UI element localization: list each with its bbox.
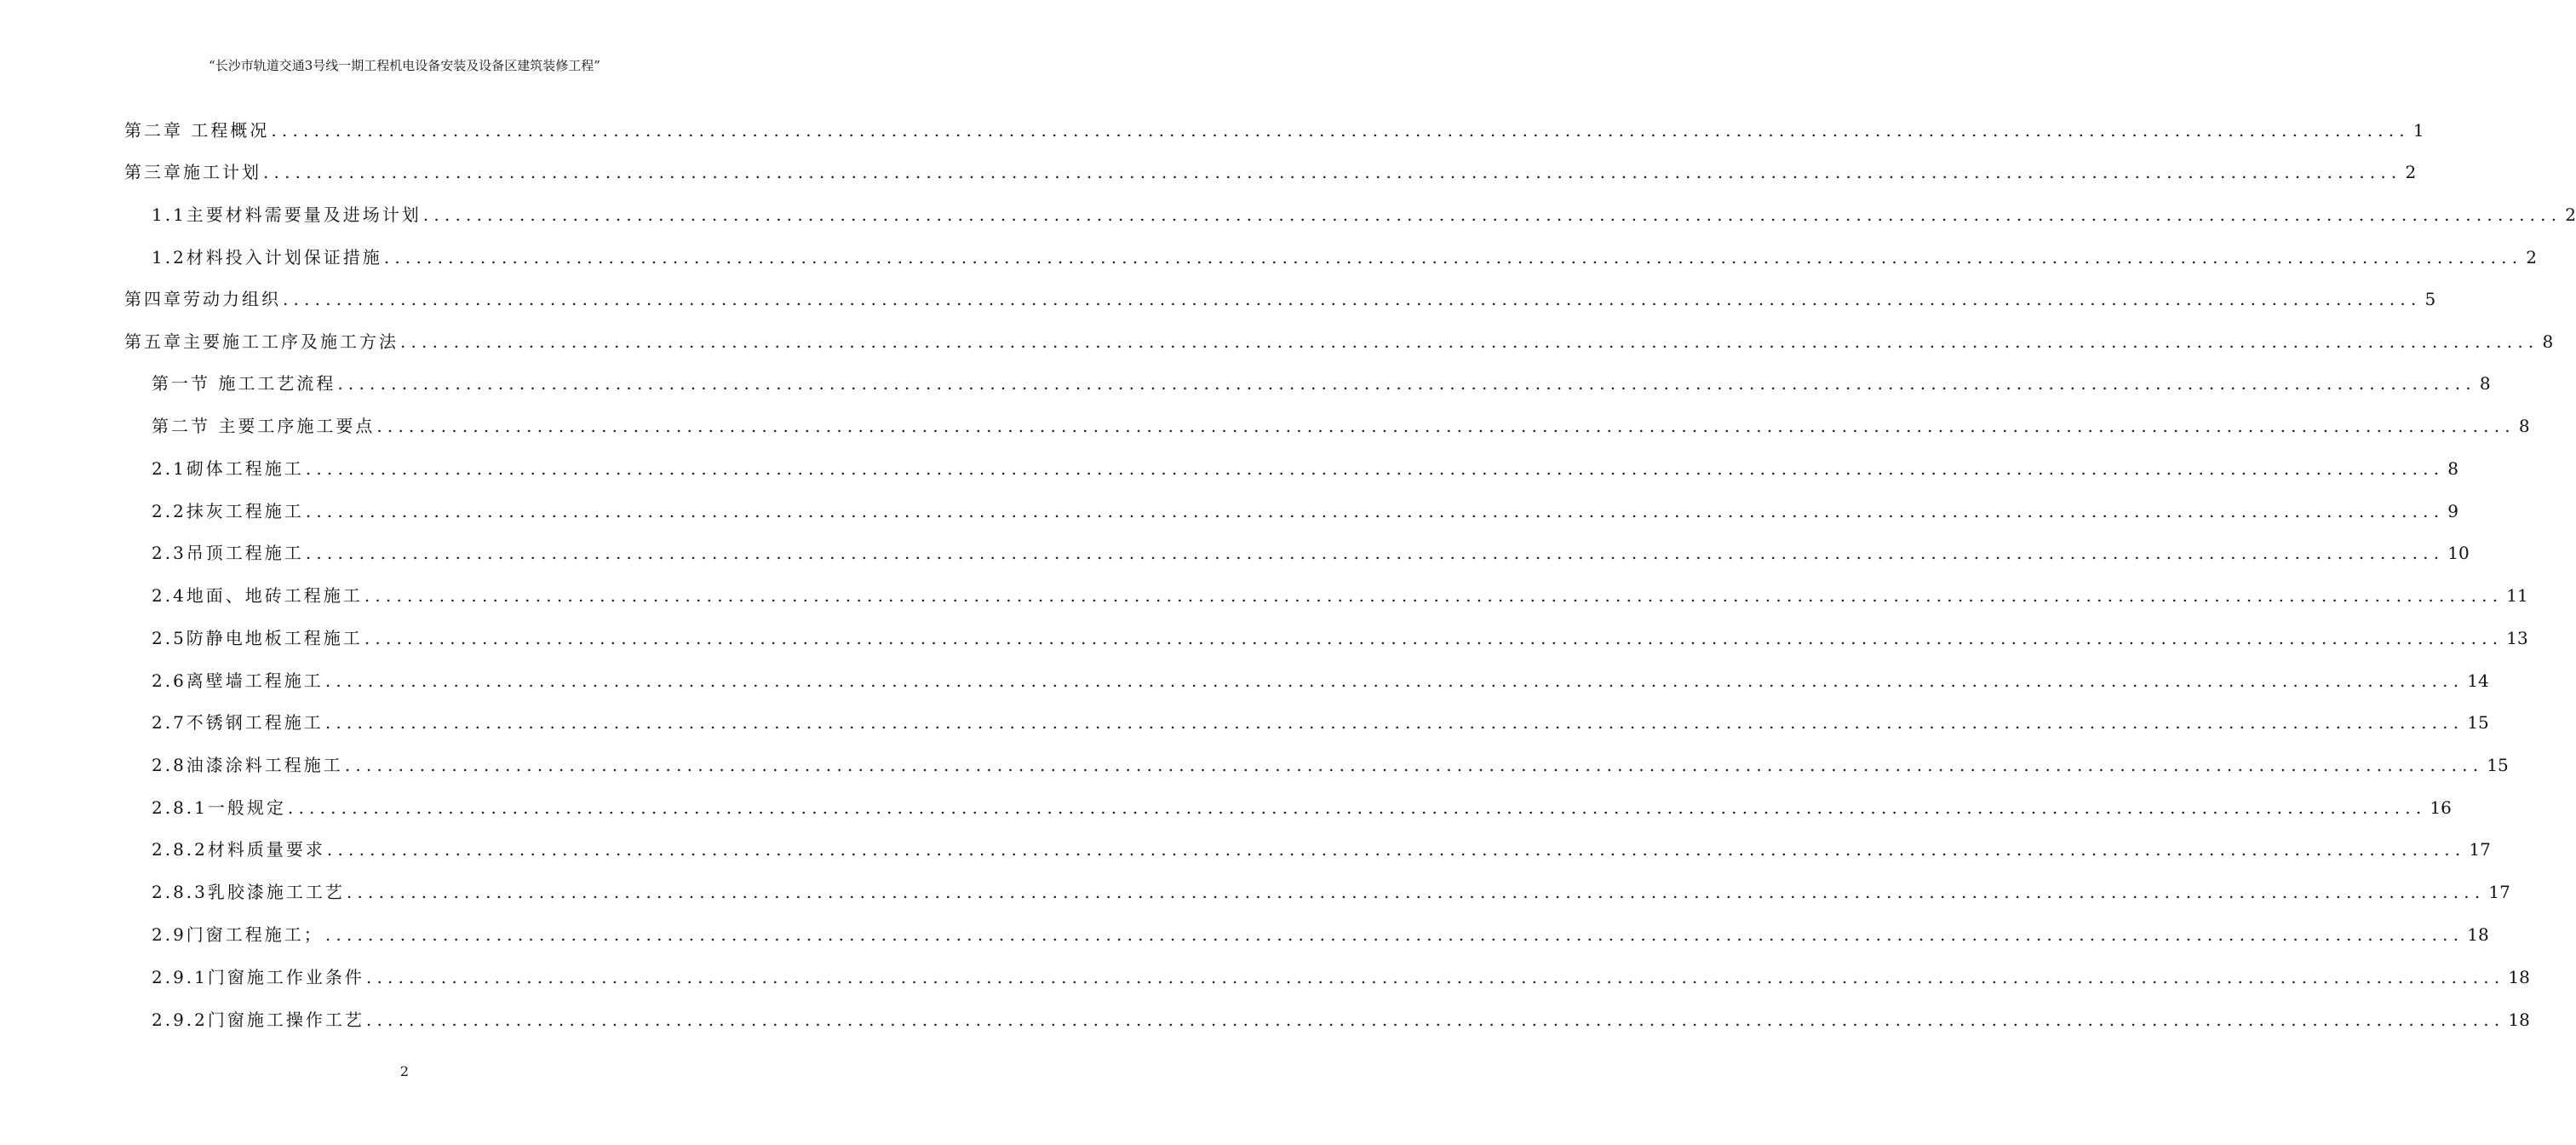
toc-entry[interactable] xyxy=(152,837,2491,862)
toc-entry[interactable] xyxy=(152,625,2528,651)
toc-entry-page: 11 xyxy=(2506,585,2528,606)
toc-dot-leader: ........................................................................................................................................................................................................ xyxy=(287,797,2427,818)
toc-entry[interactable] xyxy=(124,329,2554,354)
toc-dot-leader: ........................................................................................................................................................................................................ xyxy=(364,628,2504,648)
toc-dot-leader: ........................................................................................................................................................................................................ xyxy=(376,416,2516,436)
toc-entry[interactable] xyxy=(152,922,2489,947)
toc-entry[interactable] xyxy=(124,286,2436,312)
toc-entry-page: 8 xyxy=(2479,373,2491,394)
toc-entry[interactable] xyxy=(152,456,2459,481)
toc-dot-leader: ........................................................................................................................................................................................................ xyxy=(344,755,2484,775)
toc-entry-title: 2.8.1一般规定 xyxy=(152,797,286,818)
toc-entry[interactable] xyxy=(152,413,2530,439)
toc-entry[interactable] xyxy=(152,583,2528,608)
toc-entry[interactable] xyxy=(152,245,2538,270)
toc-entry[interactable] xyxy=(152,710,2489,735)
toc-dot-leader: ........................................................................................................................................................................................................ xyxy=(283,289,2422,309)
toc-dot-leader: ........................................................................................................................................................................................................ xyxy=(324,924,2464,945)
toc-entry-page: 8 xyxy=(2518,416,2530,436)
toc-entry-page: 5 xyxy=(2424,289,2436,309)
toc-dot-leader: ........................................................................................................................................................................................................ xyxy=(305,543,2445,563)
toc-dot-leader: ........................................................................................................................................................................................................ xyxy=(337,373,2476,394)
page-header: “长沙市轨道交通3号线一期工程机电设备安装及设备区建筑装修工程” xyxy=(209,58,600,73)
toc-entry-title: 2.4地面、地砖工程施工 xyxy=(152,585,363,606)
toc-entry[interactable] xyxy=(152,879,2510,905)
toc-entry-title: 2.9门窗工程施工； xyxy=(152,924,324,945)
toc-dot-leader: ........................................................................................................................................................................................................ xyxy=(271,120,2410,141)
toc-entry[interactable] xyxy=(152,498,2459,524)
toc-entry[interactable] xyxy=(152,752,2509,778)
toc-entry-page: 8 xyxy=(2542,331,2554,352)
toc-entry-title: 2.8油漆涂料工程施工 xyxy=(152,755,343,775)
toc-entry-page: 2 xyxy=(2405,162,2417,182)
toc-entry[interactable] xyxy=(152,668,2489,693)
toc-entry-title: 第二章 工程概况 xyxy=(124,120,270,141)
toc-entry[interactable] xyxy=(152,202,2576,227)
toc-dot-leader: ........................................................................................................................................................................................................ xyxy=(365,967,2505,987)
toc-entry-title: 2.8.2材料质量要求 xyxy=(152,839,325,860)
toc-dot-leader: ........................................................................................................................................................................................................ xyxy=(365,1010,2505,1030)
toc-entry-title: 2.1砌体工程施工 xyxy=(152,458,304,479)
toc-entry[interactable] xyxy=(152,540,2470,566)
toc-entry-page: 16 xyxy=(2430,797,2452,818)
toc-entry[interactable] xyxy=(152,371,2491,396)
toc-dot-leader: ........................................................................................................................................................................................................ xyxy=(305,501,2445,521)
toc-dot-leader: ........................................................................................................................................................................................................ xyxy=(400,331,2539,352)
toc-entry-page: 18 xyxy=(2508,967,2530,987)
toc-entry-title: 2.3吊顶工程施工 xyxy=(152,543,304,563)
toc-entry-page: 2 xyxy=(2565,204,2576,225)
page-number: 2 xyxy=(399,1063,410,1079)
toc-entry-page: 10 xyxy=(2447,543,2470,563)
toc-dot-leader: ........................................................................................................................................................................................................ xyxy=(383,247,2523,268)
toc-dot-leader: ........................................................................................................................................................................................................ xyxy=(324,670,2464,691)
toc-entry-page: 9 xyxy=(2447,501,2459,521)
toc-entry-title: 1.1主要材料需要量及进场计划 xyxy=(152,204,422,225)
toc-entry-page: 15 xyxy=(2467,712,2489,733)
toc-dot-leader: ........................................................................................................................................................................................................ xyxy=(364,585,2504,606)
toc-entry-title: 第四章劳动力组织 xyxy=(124,289,281,309)
toc-entry-title: 2.9.1门窗施工作业条件 xyxy=(152,967,364,987)
toc-entry-title: 2.5防静电地板工程施工 xyxy=(152,628,363,648)
toc-entry-title: 第二节 主要工序施工要点 xyxy=(152,416,376,436)
toc-dot-leader: ........................................................................................................................................................................................................ xyxy=(422,204,2562,225)
toc-entry-title: 2.6离壁墙工程施工 xyxy=(152,670,324,691)
toc-entry-page: 13 xyxy=(2506,628,2528,648)
toc-dot-leader: ........................................................................................................................................................................................................ xyxy=(324,712,2464,733)
toc-entry-title: 第三章施工计划 xyxy=(124,162,261,182)
toc-entry[interactable] xyxy=(152,1007,2530,1033)
toc-dot-leader: ........................................................................................................................................................................................................ xyxy=(346,882,2486,902)
toc-entry-title: 2.8.3乳胶漆施工工艺 xyxy=(152,882,345,902)
toc-entry[interactable] xyxy=(152,795,2452,820)
toc-entry-page: 17 xyxy=(2469,839,2491,860)
toc-entry-title: 2.7不锈钢工程施工 xyxy=(152,712,324,733)
toc-entry-page: 17 xyxy=(2488,882,2510,902)
toc-entry[interactable] xyxy=(124,159,2417,185)
toc-entry-page: 15 xyxy=(2487,755,2509,775)
toc-entry-page: 8 xyxy=(2447,458,2459,479)
toc-entry-page: 14 xyxy=(2467,670,2489,691)
toc-entry[interactable] xyxy=(152,964,2530,990)
toc-entry-title: 第一节 施工工艺流程 xyxy=(152,373,336,394)
toc-dot-leader: ........................................................................................................................................................................................................ xyxy=(305,458,2445,479)
toc-entry-page: 18 xyxy=(2508,1010,2530,1030)
toc-dot-leader: ........................................................................................................................................................................................................ xyxy=(263,162,2402,182)
toc-entry-title: 2.9.2门窗施工操作工艺 xyxy=(152,1010,364,1030)
toc-entry-page: 18 xyxy=(2467,924,2489,945)
toc-dot-leader: ........................................................................................................................................................................................................ xyxy=(326,839,2466,860)
toc-entry-title: 2.2抹灰工程施工 xyxy=(152,501,304,521)
toc-entry-title: 1.2材料投入计划保证措施 xyxy=(152,247,382,268)
toc-entry-title: 第五章主要施工工序及施工方法 xyxy=(124,331,399,352)
toc-entry[interactable] xyxy=(124,118,2424,143)
toc-entry-page: 1 xyxy=(2412,120,2424,141)
toc-entry-page: 2 xyxy=(2526,247,2538,268)
